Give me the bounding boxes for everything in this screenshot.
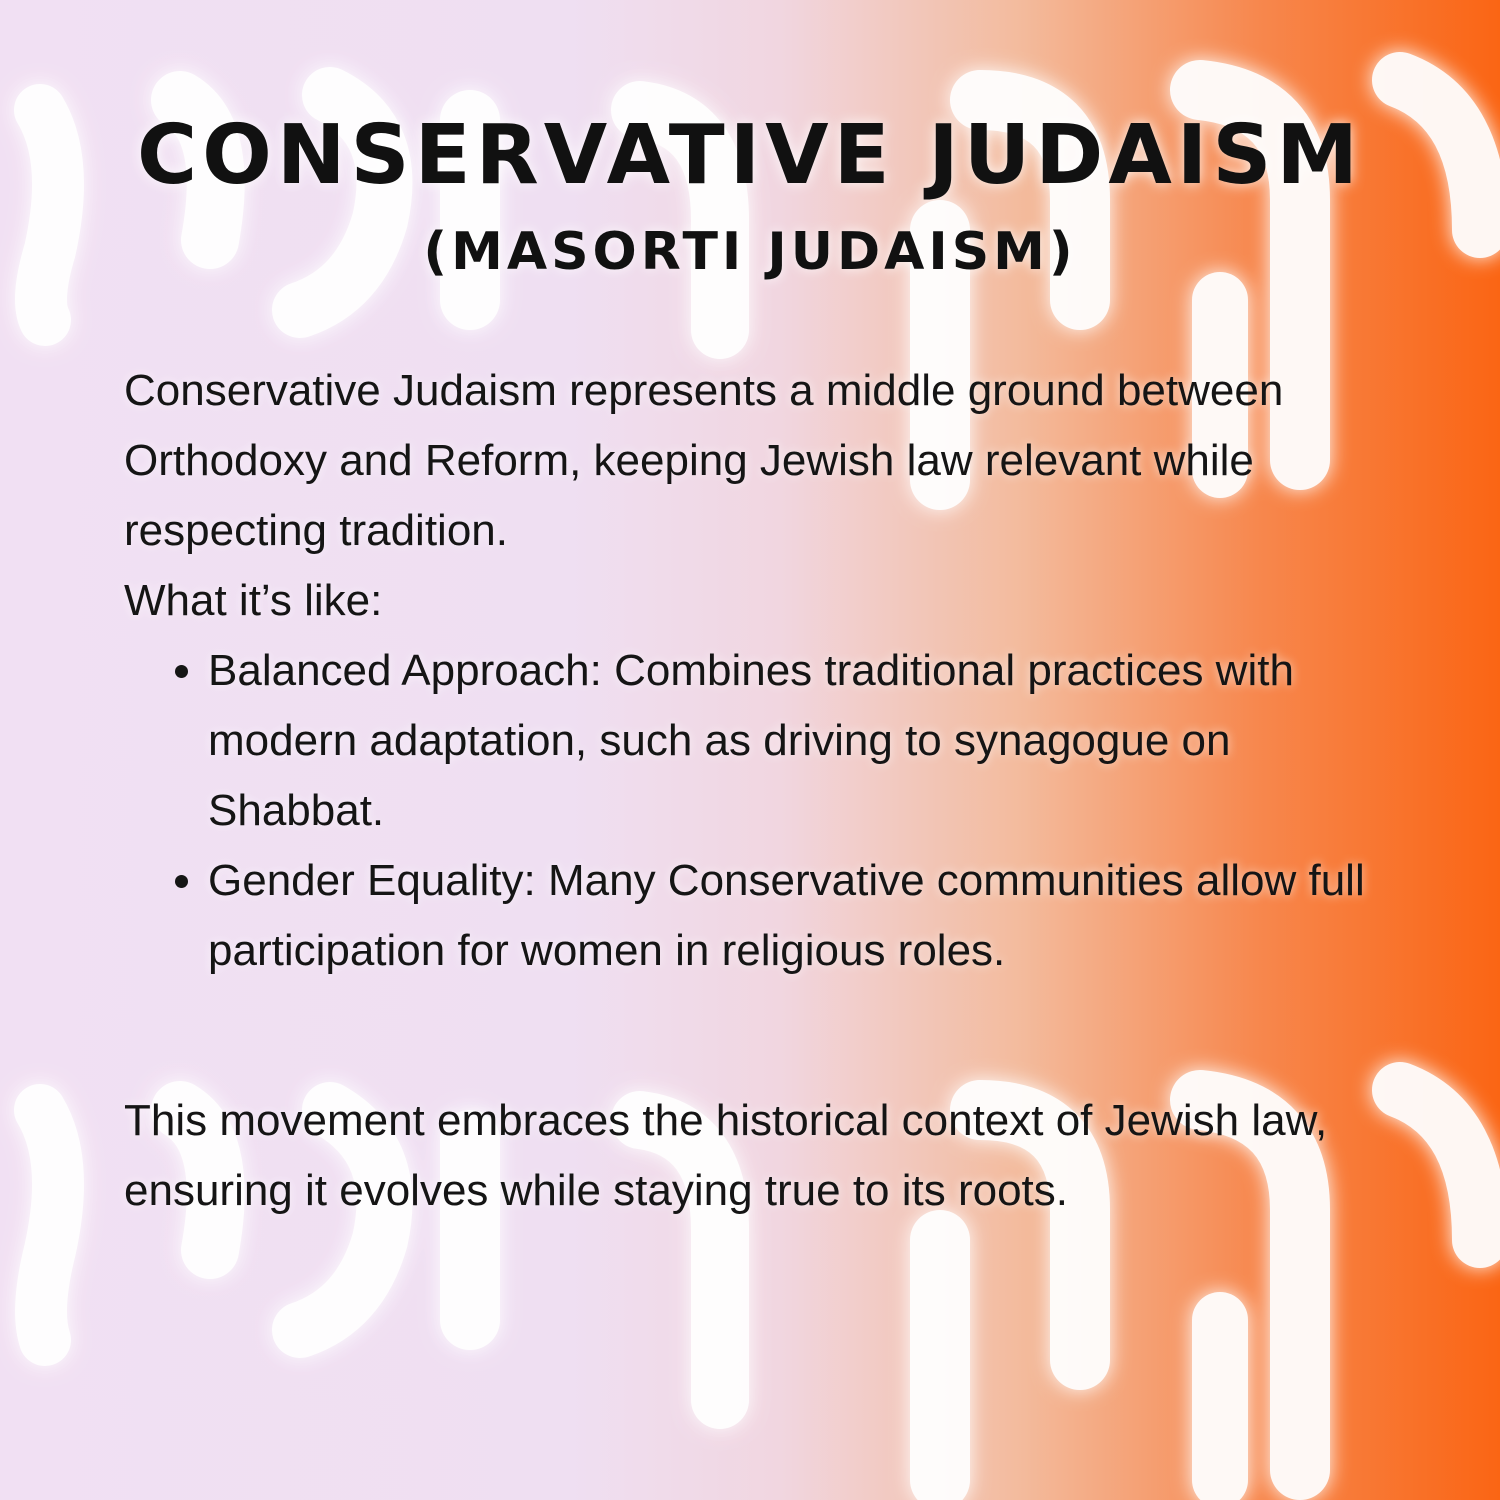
list-heading: What it’s like: bbox=[124, 576, 383, 625]
intro-paragraph: Conservative Judaism represents a middle ground between Orthodoxy and Reform, keeping Jewish law relevant while respecting tradition. bbox=[124, 366, 1284, 555]
body-text bbox=[124, 356, 1384, 1226]
closing-paragraph: This movement embraces the historical context of Jewish law, ensuring it evolves while staying true to its roots. bbox=[124, 1096, 1328, 1215]
page-title: CONSERVATIVE JUDAISM bbox=[137, 108, 1363, 203]
feature-list bbox=[124, 636, 1384, 986]
page-subtitle: (MASORTI JUDAISM) bbox=[423, 222, 1077, 282]
list-item-gender-equality: • Gender Equality: Many Conservative communities allow full participation for women in religious roles. bbox=[208, 846, 1384, 986]
list-item-balanced-approach: • Balanced Approach: Combines traditional practices with modern adaptation, such as driving to synagogue on Shabbat. bbox=[208, 636, 1384, 846]
